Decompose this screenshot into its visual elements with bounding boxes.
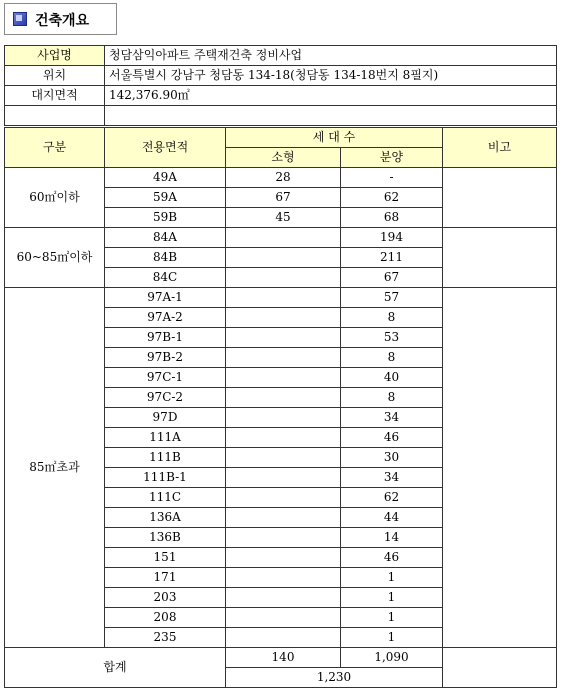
info-value: 142,376.90㎡	[105, 86, 557, 106]
info-value: 청담삼익아파트 주택재건축 정비사업	[105, 46, 557, 66]
sale-count-cell: 46	[341, 548, 443, 568]
area-type-cell: 97B-2	[105, 348, 226, 368]
table-row	[5, 168, 557, 188]
sale-count-cell: 1	[341, 628, 443, 648]
header-small: 소형	[226, 148, 341, 168]
area-type-cell: 151	[105, 548, 226, 568]
note-cell	[443, 288, 557, 648]
sale-count-cell: 8	[341, 308, 443, 328]
area-type-cell: 136A	[105, 508, 226, 528]
info-label: 위치	[5, 66, 105, 86]
small-count-cell	[226, 628, 341, 648]
area-type-cell: 49A	[105, 168, 226, 188]
total-small: 140	[226, 648, 341, 668]
category-cell: 60㎡이하	[5, 168, 105, 228]
total-note	[443, 648, 557, 688]
area-type-cell: 59A	[105, 188, 226, 208]
small-count-cell	[226, 548, 341, 568]
area-type-cell: 111B	[105, 448, 226, 468]
area-type-cell: 59B	[105, 208, 226, 228]
area-type-cell: 84A	[105, 228, 226, 248]
square-bullet-icon	[13, 12, 27, 26]
sale-count-cell: 1	[341, 608, 443, 628]
section-title: 건축개요	[35, 13, 90, 29]
sale-count-cell: 57	[341, 288, 443, 308]
small-count-cell	[226, 588, 341, 608]
small-count-cell	[226, 428, 341, 448]
area-type-cell: 111C	[105, 488, 226, 508]
sale-count-cell: 14	[341, 528, 443, 548]
header-area: 전용면적	[105, 128, 226, 168]
sale-count-cell: 34	[341, 468, 443, 488]
area-type-cell: 171	[105, 568, 226, 588]
small-count-cell: 45	[226, 208, 341, 228]
table-row	[5, 288, 557, 308]
category-cell: 60~85㎡이하	[5, 228, 105, 288]
small-count-cell	[226, 508, 341, 528]
table-row	[5, 228, 557, 248]
small-count-cell	[226, 448, 341, 468]
sale-count-cell: 40	[341, 368, 443, 388]
small-count-cell	[226, 308, 341, 328]
sale-count-cell: 62	[341, 488, 443, 508]
small-count-cell	[226, 328, 341, 348]
sale-count-cell: 8	[341, 388, 443, 408]
sale-count-cell: 1	[341, 588, 443, 608]
sale-count-cell: 68	[341, 208, 443, 228]
area-type-cell: 111B-1	[105, 468, 226, 488]
area-type-cell: 97A-2	[105, 308, 226, 328]
area-type-cell: 97B-1	[105, 328, 226, 348]
category-cell: 85㎡초과	[5, 288, 105, 648]
total-sale: 1,090	[341, 648, 443, 668]
area-type-cell: 136B	[105, 528, 226, 548]
header-sale: 분양	[341, 148, 443, 168]
info-row	[5, 66, 557, 86]
small-count-cell	[226, 488, 341, 508]
info-row	[5, 86, 557, 106]
area-type-cell: 97A-1	[105, 288, 226, 308]
info-row-empty	[5, 106, 557, 126]
header-category: 구분	[5, 128, 105, 168]
sale-count-cell: 44	[341, 508, 443, 528]
sale-count-cell: -	[341, 168, 443, 188]
small-count-cell	[226, 348, 341, 368]
info-label: 사업명	[5, 46, 105, 66]
area-type-cell: 208	[105, 608, 226, 628]
note-cell	[443, 168, 557, 228]
area-type-cell: 97C-2	[105, 388, 226, 408]
area-type-cell: 97D	[105, 408, 226, 428]
household-table	[4, 127, 557, 688]
sale-count-cell: 8	[341, 348, 443, 368]
sale-count-cell: 1	[341, 568, 443, 588]
area-type-cell: 97C-1	[105, 368, 226, 388]
small-count-cell	[226, 228, 341, 248]
info-label: 대지면적	[5, 86, 105, 106]
small-count-cell	[226, 268, 341, 288]
small-count-cell: 28	[226, 168, 341, 188]
small-count-cell	[226, 528, 341, 548]
project-info-table	[4, 45, 557, 126]
small-count-cell	[226, 468, 341, 488]
area-type-cell: 84C	[105, 268, 226, 288]
sale-count-cell: 62	[341, 188, 443, 208]
header-households: 세 대 수	[226, 128, 443, 148]
small-count-cell	[226, 288, 341, 308]
section-title-box	[4, 3, 117, 35]
sale-count-cell: 67	[341, 268, 443, 288]
info-value-empty	[105, 106, 557, 126]
sale-count-cell: 46	[341, 428, 443, 448]
area-type-cell: 111A	[105, 428, 226, 448]
info-label-empty	[5, 106, 105, 126]
area-type-cell: 84B	[105, 248, 226, 268]
note-cell	[443, 228, 557, 288]
area-type-cell: 235	[105, 628, 226, 648]
total-label: 합계	[5, 648, 226, 688]
grand-total: 1,230	[226, 668, 443, 688]
small-count-cell	[226, 368, 341, 388]
info-value: 서울특별시 강남구 청담동 134-18(청담동 134-18번지 8필지)	[105, 66, 557, 86]
header-note: 비고	[443, 128, 557, 168]
small-count-cell	[226, 248, 341, 268]
area-type-cell: 203	[105, 588, 226, 608]
info-row	[5, 46, 557, 66]
small-count-cell: 67	[226, 188, 341, 208]
sale-count-cell: 30	[341, 448, 443, 468]
small-count-cell	[226, 388, 341, 408]
sale-count-cell: 211	[341, 248, 443, 268]
small-count-cell	[226, 568, 341, 588]
sale-count-cell: 194	[341, 228, 443, 248]
sale-count-cell: 53	[341, 328, 443, 348]
sale-count-cell: 34	[341, 408, 443, 428]
small-count-cell	[226, 408, 341, 428]
small-count-cell	[226, 608, 341, 628]
